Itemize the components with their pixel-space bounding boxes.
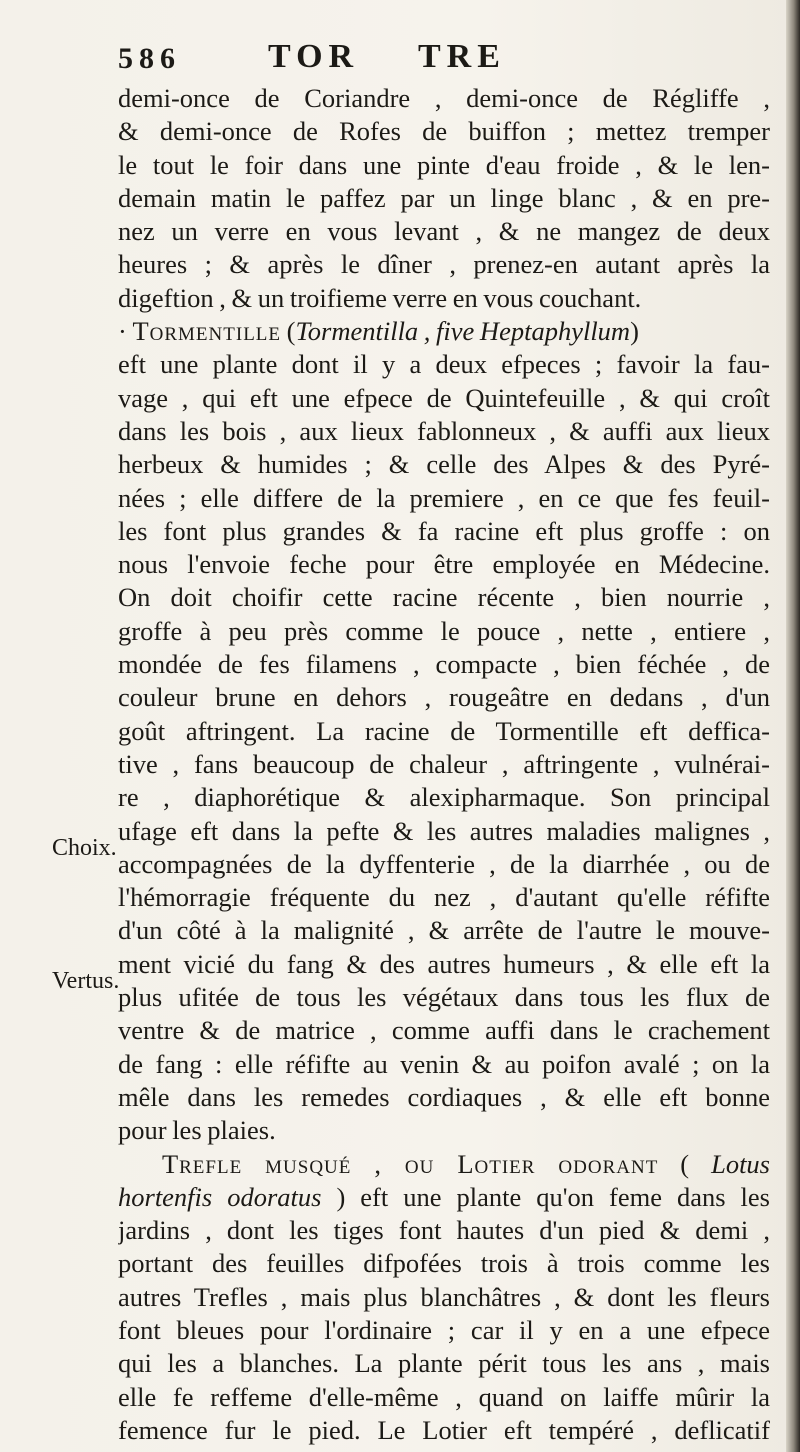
text-line: mêle dans les remedes cordiaques , & elle eft bonne xyxy=(118,1081,770,1112)
text-line: autres Trefles , mais plus blanchâtres , & dont les fleurs xyxy=(118,1281,770,1312)
text-line: goût aftringent. La racine de Tormentille eft deffica- xyxy=(118,715,770,746)
text-line: qui les a blanches. La plante périt tous les ans , mais xyxy=(118,1348,770,1379)
text-line: font bleues pour l'ordinaire ; car il y en a une efpece xyxy=(118,1314,770,1345)
text-line: demain matin le paffez par un linge blanc , & en pre- xyxy=(118,182,770,213)
running-head-right: TRE xyxy=(418,38,506,75)
text-line: portant des feuilles difpofées trois à trois comme les xyxy=(118,1248,770,1279)
text-line: tive , fans beaucoup de chaleur , aftringente , vulnérai- xyxy=(118,748,770,779)
latin-name: hortenfis odoratus xyxy=(118,1181,322,1212)
text-line: nous l'envoie feche pour être employée en Médecine. xyxy=(118,549,770,580)
headword: Tormentille xyxy=(132,316,282,347)
margin-note-choix: Choix. xyxy=(52,835,117,861)
text-line: pour les plaies. xyxy=(118,1115,276,1146)
text-line: de fang : elle réfifte au venin & au poifon avalé ; on la xyxy=(118,1048,770,1079)
text-line: femence fur le pied. Le Lotier eft tempéré , deflicatif xyxy=(118,1414,770,1445)
text-line: ufage eft dans la pefte & les autres maladies malignes , xyxy=(118,815,770,846)
entry-heading-tormentille: · Tormentille (Tormentilla , five Heptaphyllum) xyxy=(118,316,639,347)
text-line: mondée de fes filamens , compacte , bien féchée , de xyxy=(118,649,770,680)
text-line: accompagnées de la dyffenterie , de la diarrhée , ou de xyxy=(118,848,770,879)
text-line: & demi-once de Rofes de buiffon ; mettez tremper xyxy=(118,116,770,147)
text-line: herbeux & humides ; & celle des Alpes & des Pyré- xyxy=(118,449,770,480)
text-line: ventre & de matrice , comme auffi dans le crachement xyxy=(118,1015,770,1046)
text-line: re , diaphorétique & alexipharmaque. Son principal xyxy=(118,782,770,813)
text-line: couleur brune en dehors , rougeâtre en dedans , d'un xyxy=(118,682,770,713)
text-line: hortenfis odoratus ) eft une plante qu'on feme dans les xyxy=(118,1181,770,1212)
text-line: demi-once de Coriandre , demi-once de Régliffe , xyxy=(118,83,770,113)
body-text xyxy=(118,82,770,1447)
margin-note-vertus: Vertus. xyxy=(52,968,120,994)
text-line: le tout le foir dans une pinte d'eau froide , & le len- xyxy=(118,149,770,180)
entry-heading-trefle: Trefle musqué , ou Lotier odorant ( Lotus xyxy=(161,1148,770,1179)
text-fragment: eft une plante qu'on feme dans les xyxy=(360,1181,770,1212)
text-line: vage , qui eft une efpece de Quintefeuille , & qui croît xyxy=(118,382,770,413)
text-line: nez un verre en vous levant , & ne mangez de deux xyxy=(118,216,770,247)
text-line: digeftion , & un troifieme verre en vous couchant. xyxy=(118,282,642,313)
text-line: d'un côté à la malignité , & arrête de l'autre le mouve- xyxy=(118,915,770,946)
latin-name: Tormentilla , five Heptaphyllum xyxy=(295,316,631,347)
running-header xyxy=(118,30,758,80)
text-line: elle fe reffeme d'elle-même , quand on laiffe mûrir la xyxy=(118,1381,770,1412)
text-line: jardins , dont les tiges font hautes d'un pied & demi , xyxy=(118,1215,770,1246)
text-line: dans les bois , aux lieux fablonneux , & auffi aux lieux xyxy=(118,415,770,446)
text-line: eft une plante dont il y a deux efpeces ; favoir la fau- xyxy=(118,349,770,380)
page-edge-shadow xyxy=(786,0,800,1452)
running-head-left: TOR xyxy=(268,38,360,75)
text-line: heures ; & après le dîner , prenez-en autant après la xyxy=(118,249,770,280)
text-line: l'hémorragie fréquente du nez , d'autant qu'elle réfifte xyxy=(118,882,770,913)
text-line: nées ; elle differe de la premiere , en ce que fes feuil- xyxy=(118,482,770,513)
text-line: On doit choifir cette racine récente , bien nourrie , xyxy=(118,582,770,613)
text-line: groffe à peu près comme le pouce , nette , entiere , xyxy=(118,615,770,646)
text-line: plus ufitée de tous les végétaux dans tous les flux de xyxy=(118,982,770,1013)
text-line: ment vicié du fang & des autres humeurs , & elle eft la xyxy=(118,948,770,979)
headword: Trefle musqué , ou Lotier odorant xyxy=(161,1148,659,1179)
latin-name: Lotus xyxy=(711,1148,770,1179)
text-line: les font plus grandes & fa racine eft plus groffe : on xyxy=(118,515,770,546)
page-number: 586 xyxy=(118,42,181,75)
